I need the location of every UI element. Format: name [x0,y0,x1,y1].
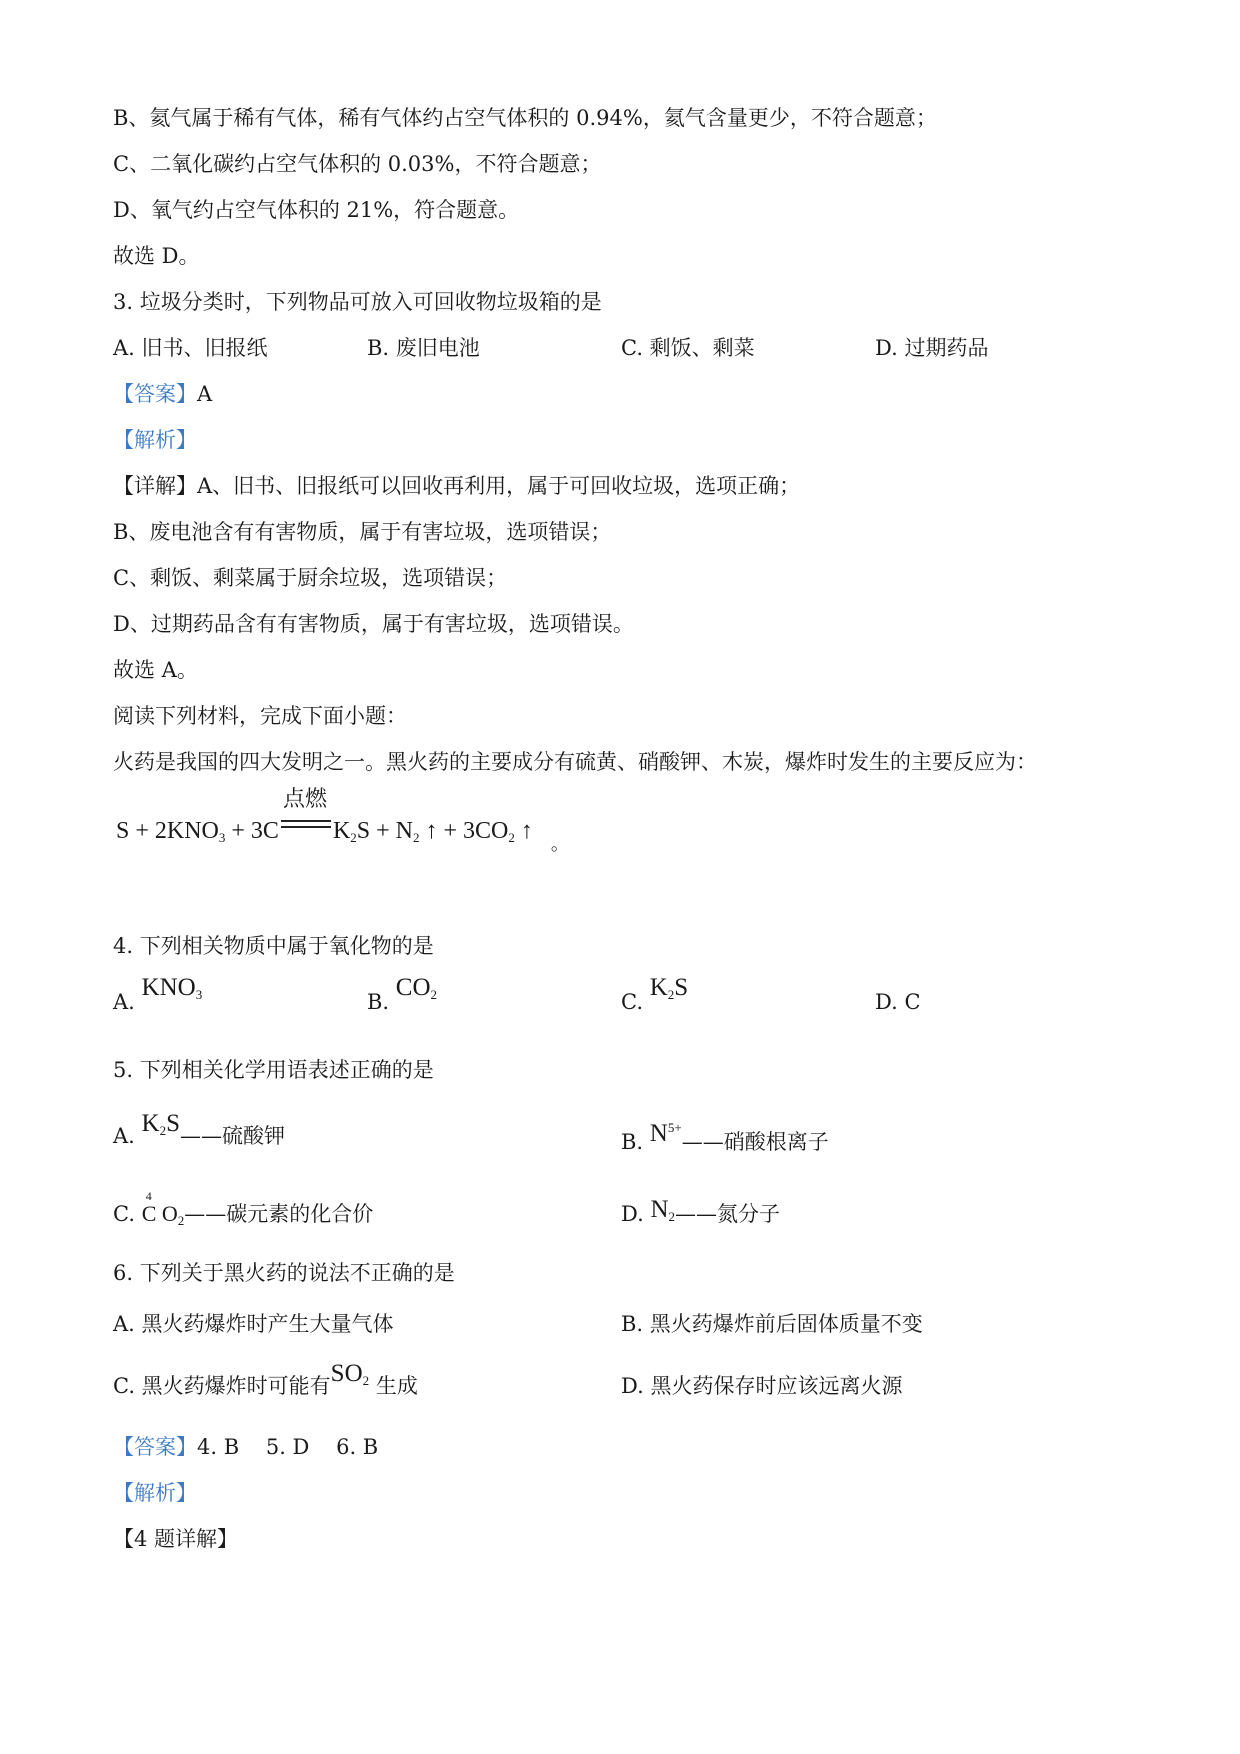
q4-option-d: D. C [875,990,921,1014]
eq-k: K [332,818,351,844]
valence-number: 4 [145,1189,152,1203]
q4-detail-heading: 【4 题详解】 [113,1527,239,1551]
q5-option-b [621,1122,829,1156]
q3-option-d: D. 过期药品 [875,336,989,360]
formula-sub: 2 [159,1123,167,1138]
formula-sub: 2 [362,1373,370,1388]
option-text: ——硝酸根离子 [681,1130,829,1154]
text-line: 故选 D。 [113,244,200,268]
eq-sub: 2 [508,830,515,845]
q3-option-c: C. 剩饭、剩菜 [621,336,755,360]
option-label: C. [113,1202,135,1226]
answer-values: 4. B 5. D 6. B [197,1435,379,1459]
formula-sub: 2 [667,987,675,1002]
q4-option-a [113,974,203,1023]
formula [396,974,437,1001]
formula: $SO_2$ [330,1360,370,1388]
option-label: C. [621,990,643,1014]
q3-option-b: B. 废旧电池 [367,336,480,360]
text-line: B、氦气属于稀有气体，稀有气体约占空气体积的 0.94%，氦气含量更少，不符合题意； [113,106,937,130]
question-6: 6. 下列关于黑火药的说法不正确的是 [113,1261,455,1285]
formula [142,1110,180,1137]
eq-reactants: S + 2KNO [116,818,219,844]
formula [650,974,688,1001]
question-5: 5. 下列相关化学用语表述正确的是 [113,1058,434,1082]
formula-sub: 2 [668,1209,676,1224]
formula-sub: 2 [177,1213,185,1228]
option-label: B. [621,1130,644,1154]
formula-sub: 3 [195,987,203,1002]
option-text: ——氮分子 [675,1202,781,1226]
text-line: C、剩饭、剩菜属于厨余垃圾，选项错误； [113,566,508,590]
q3-answer [113,380,212,408]
detail-text: A、旧书、旧报纸可以回收再利用，属于可回收垃圾，选项正确； [197,474,801,498]
eq-arrow: ↑ [514,818,533,844]
formula-sub: 2 [430,987,438,1002]
formula-text: S [674,974,689,1001]
formula-sup: 5+ [667,1120,682,1135]
q3-option-a: A. 旧书、旧报纸 [113,336,268,360]
text-line: C、二氧化碳约占空气体积的 0.03%，不符合题意； [113,152,602,176]
option-label: A. [113,990,135,1014]
formula-text: CO [395,974,431,1001]
q6-option-d: D. 黑火药保存时应该远离火源 [621,1374,903,1398]
eq-products: S + N [356,818,413,844]
formula: $N_2$ [650,1196,676,1224]
question-4: 4. 下列相关物质中属于氧化物的是 [113,934,434,958]
text-line: B、废电池含有有害物质，属于有害垃圾，选项错误； [113,520,612,544]
eq-end: 。 [550,834,569,854]
formula: 4 C $O_2$ [142,1200,185,1235]
q6-option-a: A. 黑火药爆炸时产生大量气体 [113,1312,394,1336]
q4-option-c [621,974,689,1023]
eq-sub: 2 [350,830,357,845]
detail-label: 【详解】 [113,474,197,498]
option-text: ——硫酸钾 [180,1124,285,1148]
formula-text: S [166,1110,180,1137]
analysis-label: 【解析】 [113,1481,197,1505]
reaction-equation [116,787,569,856]
text-line: D、氧气约占空气体积的 21%，符合题意。 [113,198,520,222]
eq-co2: ↑ + 3CO [419,818,509,844]
equals-sign [281,820,331,828]
question-3: 3. 垃圾分类时，下列物品可放入可回收物垃圾箱的是 [113,290,602,314]
text-line: D、过期药品含有有害物质，属于有害垃圾，选项错误。 [113,612,634,636]
q6-option-c [113,1360,418,1407]
q3-detail [113,472,800,500]
option-text: C. 黑火药爆炸时可能有 [113,1374,331,1398]
formula-text: K [141,1110,160,1137]
q5-option-d [621,1196,781,1235]
answer-label: 【答案】 [113,1435,197,1459]
formula-text: K [649,974,668,1001]
option-label: B. [367,990,390,1014]
answer-value: A [197,382,213,406]
formula-text: KNO [141,974,196,1001]
eq-carbon: + 3C [225,818,279,844]
text-line: 故选 A。 [113,658,198,682]
q4-option-b [367,974,438,1023]
eq-sub: 2 [413,830,420,845]
q5-option-c [113,1189,374,1235]
answer-label: 【答案】 [113,382,197,406]
answers-4-6 [113,1433,378,1461]
reaction-condition: 点燃 [283,787,328,812]
q6-option-b: B. 黑火药爆炸前后固体质量不变 [621,1312,923,1336]
eq-sub: 3 [218,830,226,845]
reading-instruction: 阅读下列材料，完成下面小题： [113,704,407,728]
option-text: ——碳元素的化合价 [184,1202,374,1226]
option-label: D. [621,1202,644,1226]
q5-option-a [113,1110,285,1157]
option-label: A. [113,1124,135,1148]
q3-analysis-label: 【解析】 [113,428,197,452]
option-text: 生成 [369,1374,418,1398]
formula: $N^{5+}$ [649,1120,682,1147]
material-text: 火药是我国的四大发明之一。黑火药的主要成分有硫黄、硝酸钾、木炭，爆炸时发生的主要反应为： [113,750,1037,774]
formula [142,974,203,1001]
